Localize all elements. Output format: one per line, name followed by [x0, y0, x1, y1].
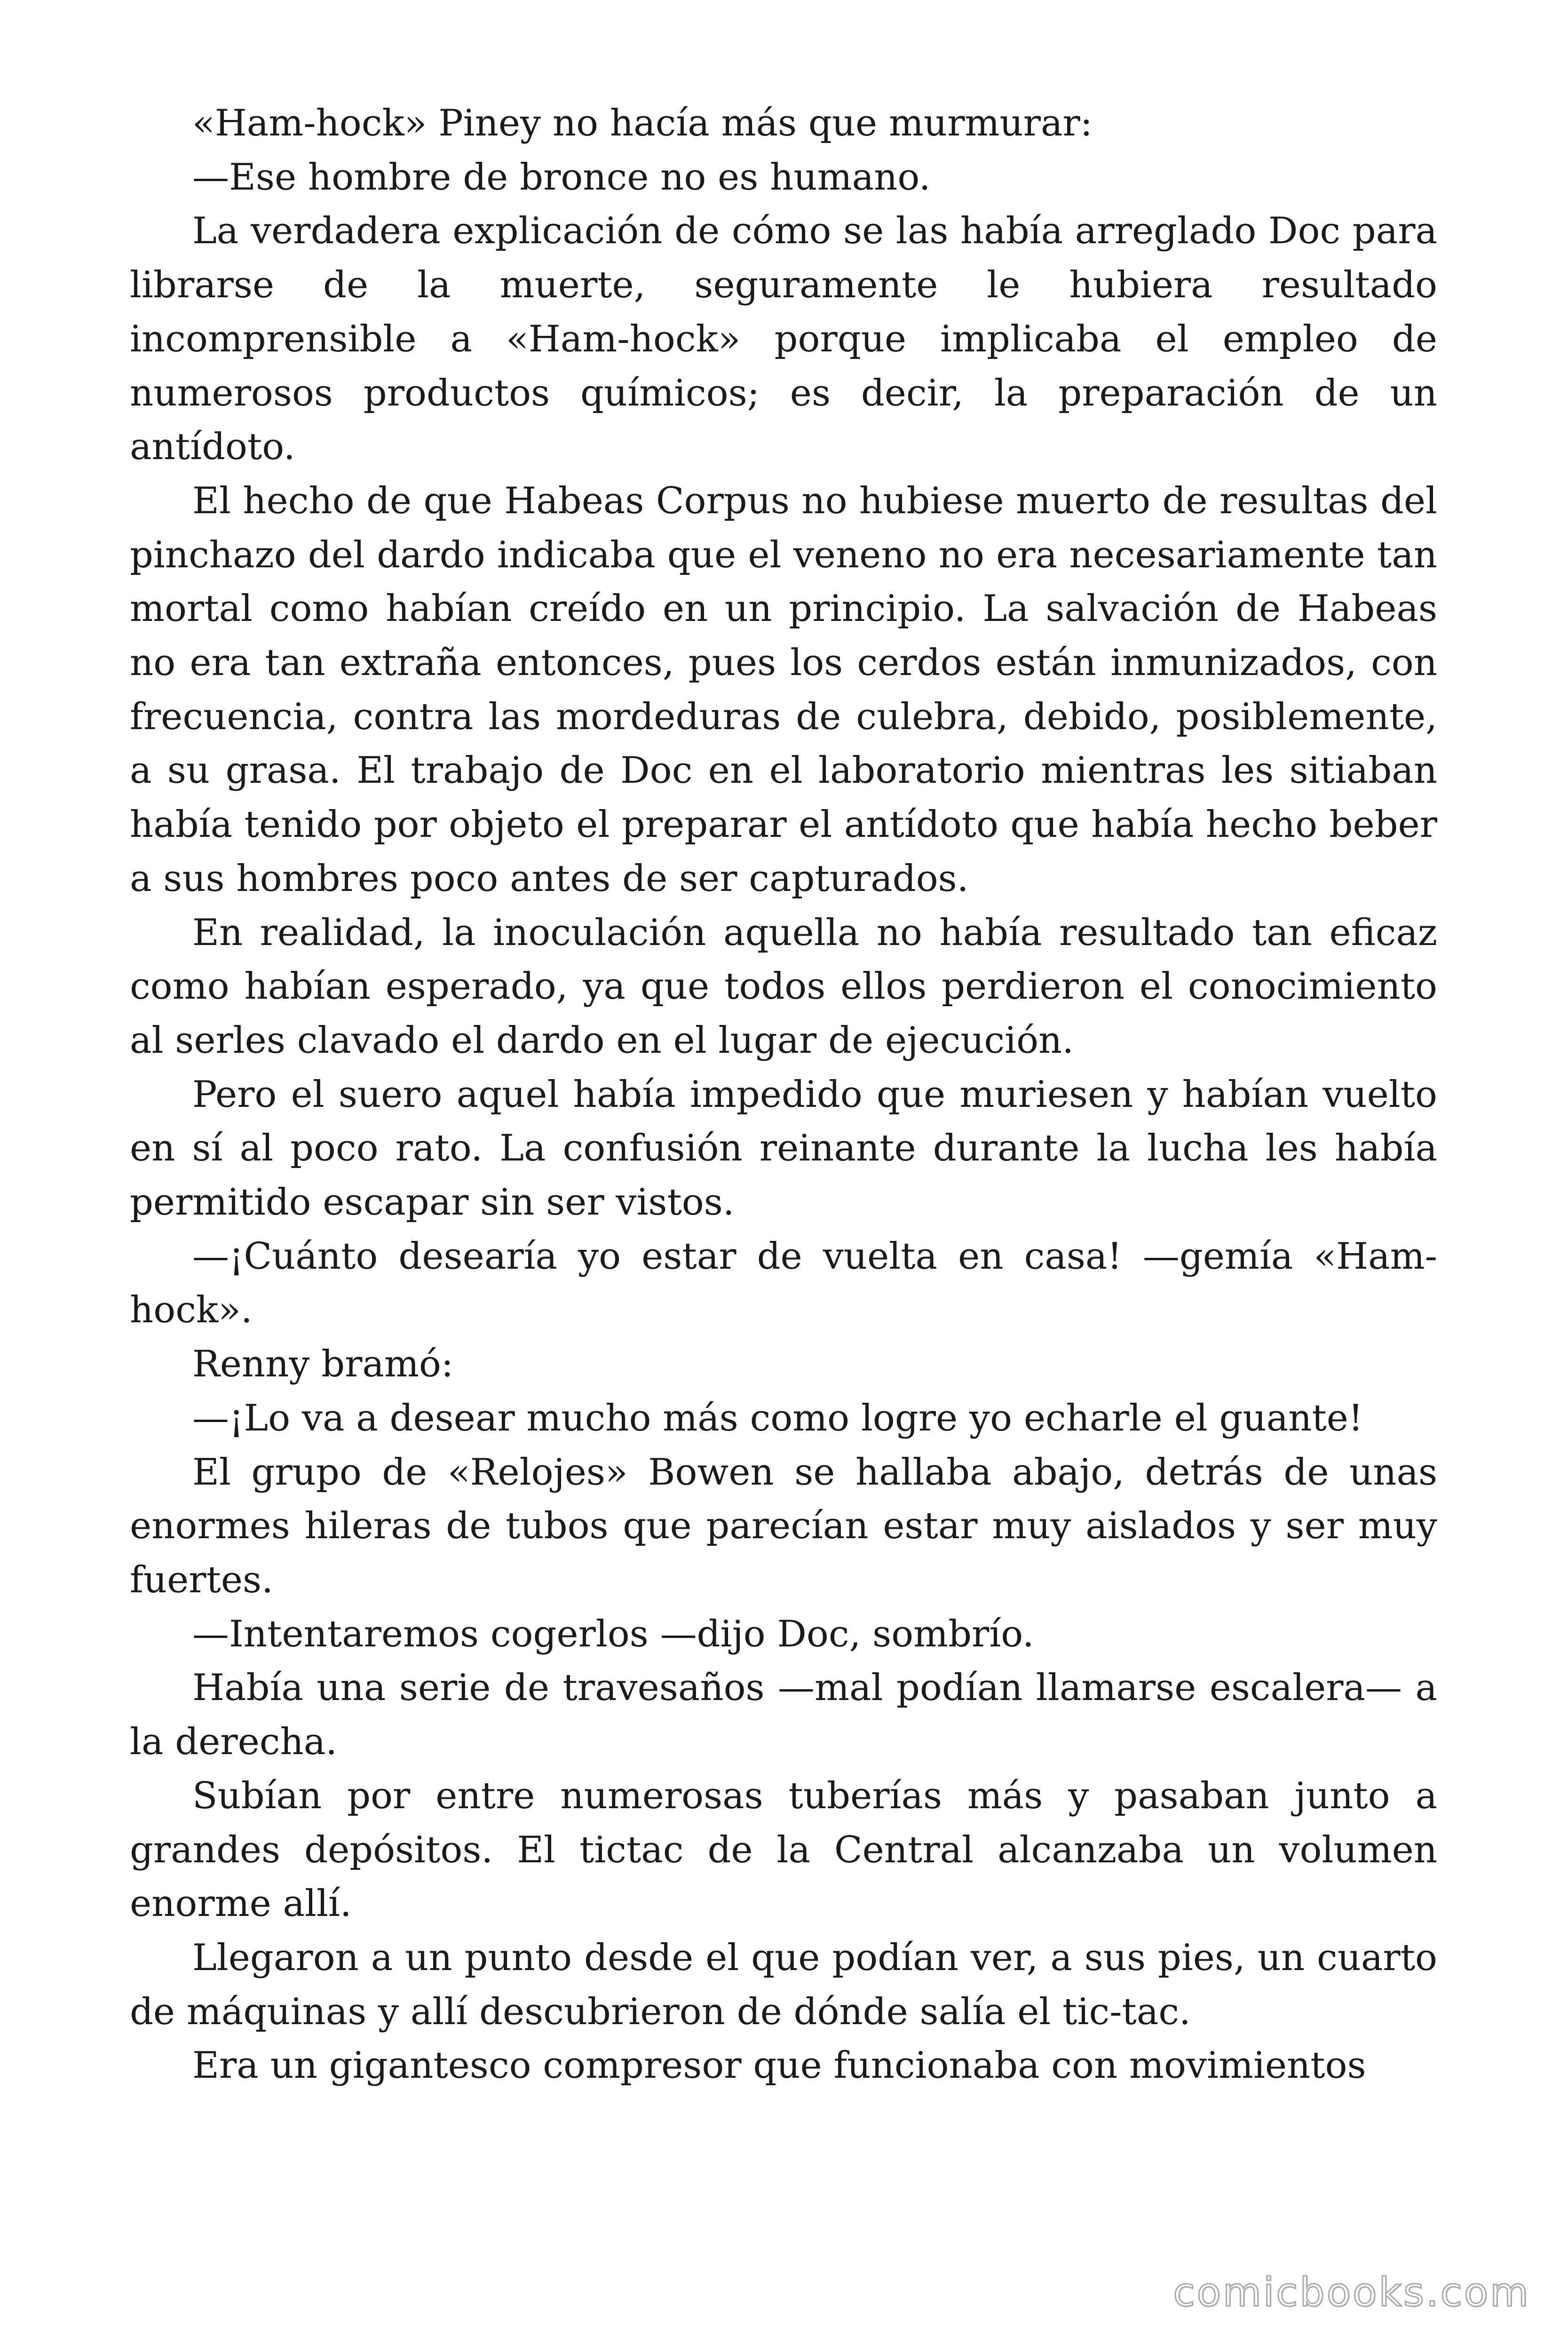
page-body-text [130, 96, 1437, 2093]
paragraph: —¡Cuánto desearía yo estar de vuelta en casa! —gemía «Ham-hock». [130, 1235, 1437, 1332]
paragraph: Renny bramó: [192, 1343, 454, 1386]
paragraph: —¡Lo va a desear mucho más como logre yo echarle el guante! [192, 1397, 1363, 1439]
watermark: comicbooks.com [1173, 2269, 1530, 2315]
paragraph: La verdadera explicación de cómo se las había arreglado Doc para librarse de la muerte, seguramente le hubiera resultado incomprensible a «Ham-hock» porque implicaba el empleo de numerosos productos químicos; es decir, la preparación de un antídoto. [130, 210, 1437, 469]
paragraph: El hecho de que Habeas Corpus no hubiese muerto de resultas del pinchazo del dardo indicaba que el veneno no era necesariamente tan mortal como habían creído en un principio. La salvación de Habeas no era tan extraña entonces, pues los cerdos están inmunizados, con frecuencia, contra las mordeduras de culebra, debido, posiblemente, a su grasa. El trabajo de Doc en el laboratorio mientras les sitiaban había tenido por objeto el preparar el antídoto que había hecho beber a sus hombres poco antes de ser capturados. [130, 479, 1437, 900]
paragraph: Llegaron a un punto desde el que podían ver, a sus pies, un cuarto de máquinas y allí descubrieron de dónde salía el tic-tac. [130, 1936, 1437, 2033]
paragraph: En realidad, la inoculación aquella no había resultado tan eficaz como habían esperado, ya que todos ellos perdieron el conocimiento al serles clavado el dardo en el lugar de ejecución. [130, 911, 1437, 1062]
paragraph: El grupo de «Relojes» Bowen se hallaba abajo, detrás de unas enormes hileras de tubos que parecían estar muy aislados y ser muy fuertes. [130, 1451, 1437, 1601]
paragraph: Pero el suero aquel había impedido que muriesen y habían vuelto en sí al poco rato. La confusión reinante durante la lucha les había permitido escapar sin ser vistos. [130, 1073, 1437, 1224]
paragraph: Era un gigantesco compresor que funcionaba con movimientos [192, 2044, 1366, 2087]
paragraph: «Ham-hock» Piney no hacía más que murmurar: [192, 102, 1093, 144]
paragraph: —Intentaremos cogerlos —dijo Doc, sombrío. [192, 1613, 1034, 1655]
paragraph: Había una serie de travesaños —mal podían llamarse escalera— a la derecha. [130, 1667, 1437, 1764]
paragraph: —Ese hombre de bronce no es humano. [192, 156, 931, 199]
paragraph: Subían por entre numerosas tuberías más y pasaban junto a grandes depósitos. El tictac de la Central alcanzaba un volumen enorme allí. [130, 1774, 1437, 1925]
